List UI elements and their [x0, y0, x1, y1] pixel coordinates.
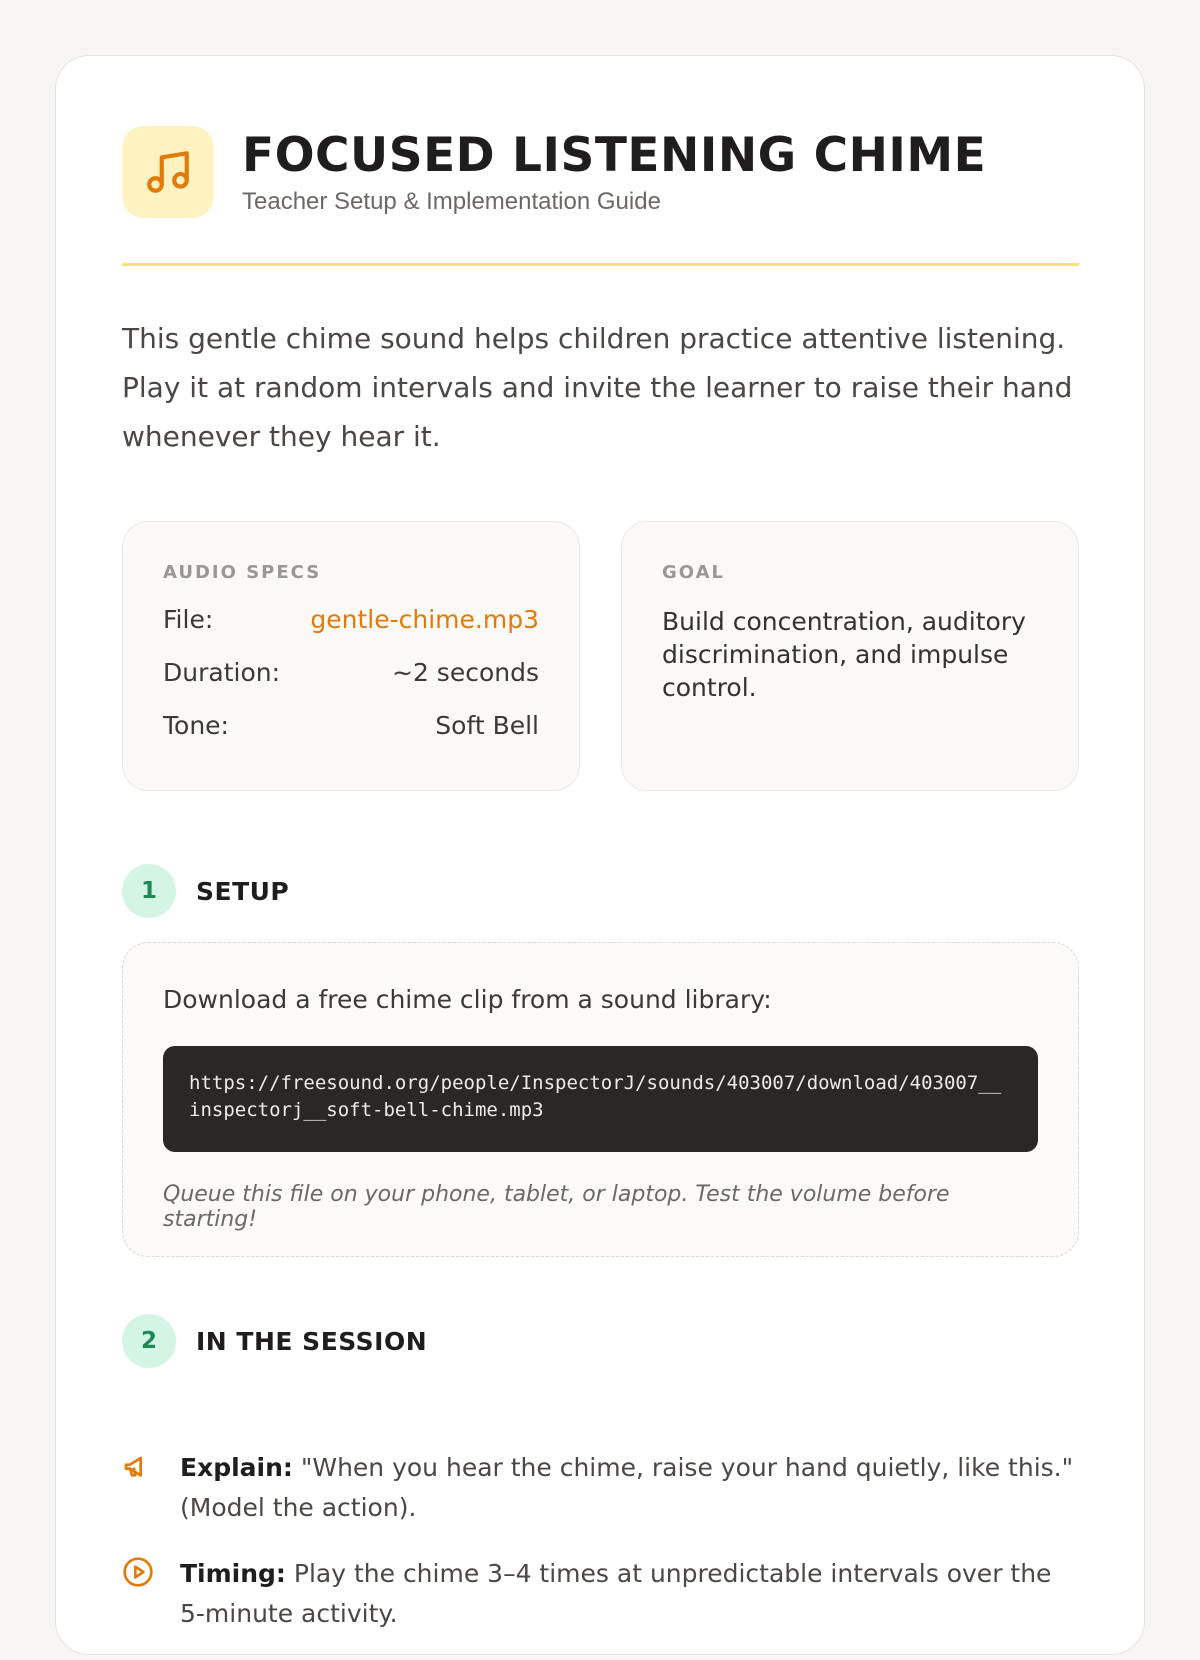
step-number-badge: 2 — [122, 1314, 176, 1368]
goal-panel — [621, 521, 1079, 791]
list-item — [122, 1448, 1079, 1528]
audio-specs-label: AUDIO SPECS — [163, 562, 322, 583]
item-label: Timing: — [180, 1559, 286, 1588]
item-body: Play the chime 3–4 times at unpredictable intervals over the 5-minute activity. — [180, 1559, 1052, 1628]
download-url-code[interactable]: https://freesound.org/people/InspectorJ/sounds/403007/download/403007__inspectorj__soft-bell-chime.mp3 — [163, 1046, 1038, 1152]
music-note-icon — [122, 126, 214, 218]
megaphone-icon — [122, 1448, 180, 1528]
intro-paragraph: This gentle chime sound helps children practice attentive listening. Play it at random intervals and invite the learner to raise their hand whenever they hear it. — [122, 322, 1073, 453]
spec-value: Soft Bell — [435, 711, 539, 740]
header-divider — [122, 263, 1079, 266]
spec-row-duration — [163, 658, 539, 711]
spec-value: ~2 seconds — [392, 658, 539, 687]
step-number-badge: 1 — [122, 864, 176, 918]
setup-note: Queue this file on your phone, tablet, or laptop. Test the volume before starting! — [163, 1182, 950, 1232]
session-list — [122, 1448, 1079, 1660]
spec-key: Duration: — [163, 658, 281, 687]
audio-specs-panel — [122, 521, 580, 791]
step-title: SETUP — [196, 876, 290, 906]
spec-key: Tone: — [163, 711, 229, 740]
step-title: IN THE SESSION — [196, 1326, 428, 1356]
item-body: "When you hear the chime, raise your hand quietly, like this." (Model the action). — [180, 1453, 1074, 1522]
step-session-heading — [122, 1314, 427, 1368]
play-circle-icon — [122, 1554, 180, 1634]
spec-row-tone — [163, 711, 539, 764]
session-item-text — [180, 1554, 1079, 1634]
spec-file-link[interactable]: gentle-chime.mp3 — [310, 605, 539, 634]
list-item — [122, 1554, 1079, 1634]
goal-text: Build concentration, auditory discrimination, and impulse control. — [662, 607, 1026, 702]
setup-instructions: Download a free chime clip from a sound library: — [163, 985, 772, 1014]
spec-row-file — [163, 605, 539, 658]
page-subtitle: Teacher Setup & Implementation Guide — [242, 188, 661, 215]
spec-key: File: — [163, 605, 214, 634]
step-setup-heading — [122, 864, 289, 918]
session-item-text — [180, 1448, 1079, 1528]
guide-card — [55, 55, 1145, 1655]
page-title: FOCUSED LISTENING CHIME — [242, 128, 987, 183]
setup-box — [122, 942, 1079, 1257]
goal-label: GOAL — [662, 562, 725, 583]
item-label: Explain: — [180, 1453, 293, 1482]
header — [122, 126, 986, 218]
